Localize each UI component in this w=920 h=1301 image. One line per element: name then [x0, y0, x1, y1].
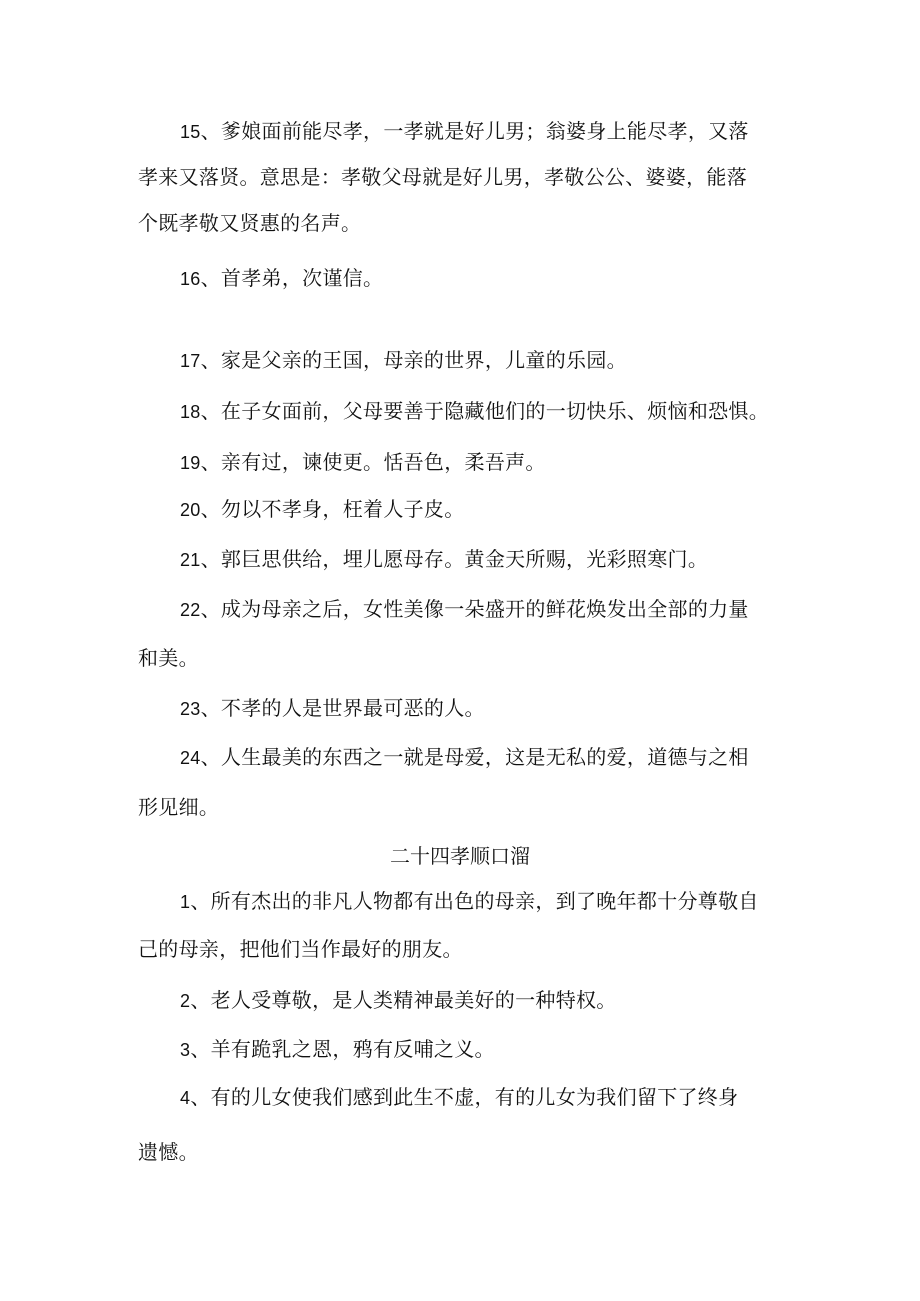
item-number: 16 [180, 269, 201, 289]
item-19 [180, 450, 546, 475]
item-text: 、有的儿女使我们感到此生不虚，有的儿女为我们留下了终身 [190, 1085, 739, 1109]
item-text: 、在子女面前，父母要善于隐藏他们的一切快乐、烦恼和恐惧。 [200, 399, 770, 423]
item-number: 22 [180, 600, 201, 620]
item-text: 己的母亲，把他们当作最好的朋友。 [138, 937, 463, 961]
item-text: 、老人受尊敬，是人类精神最美好的一种特权。 [190, 988, 617, 1012]
item-text: 、亲有过，谏使更。恬吾色，柔吾声。 [200, 450, 546, 474]
section-item-4-line-1 [180, 1085, 738, 1110]
item-text: 个既孝敬又贤惠的名声。 [138, 211, 362, 235]
item-number: 20 [180, 500, 201, 520]
item-number: 21 [180, 550, 201, 570]
item-text: 、所有杰出的非凡人物都有出色的母亲，到了晚年都十分尊敬自 [190, 889, 759, 913]
item-text: 、爹娘面前能尽孝，一孝就是好儿男；翁婆身上能尽孝，又落 [200, 119, 749, 143]
item-24-line-2 [138, 795, 219, 819]
section-item-4-line-2 [138, 1140, 199, 1164]
item-number: 17 [180, 351, 201, 371]
item-18 [180, 399, 769, 424]
item-number: 2 [180, 991, 191, 1011]
item-15-line-1 [180, 119, 749, 144]
section-title: 二十四孝顺口溜 [390, 844, 530, 868]
item-text: 孝来又落贤。意思是：孝敬父母就是好儿男，孝敬公公、婆婆，能落 [138, 165, 747, 189]
item-text: 、家是父亲的王国，母亲的世界，儿童的乐园。 [200, 348, 627, 372]
item-22-line-1 [180, 597, 749, 622]
item-22-line-2 [138, 646, 199, 670]
item-21 [180, 547, 708, 572]
item-text: 、首孝弟，次谨信。 [200, 266, 384, 290]
item-17 [180, 348, 627, 373]
item-number: 1 [180, 892, 191, 912]
item-text: 、成为母亲之后，女性美像一朵盛开的鲜花焕发出全部的力量 [200, 597, 749, 621]
item-23 [180, 696, 485, 721]
section-item-3 [180, 1037, 495, 1062]
item-24-line-1 [180, 745, 749, 770]
item-text: 遗憾。 [138, 1140, 199, 1164]
item-16 [180, 266, 383, 291]
item-number: 24 [180, 748, 201, 768]
item-number: 4 [180, 1088, 191, 1108]
item-number: 23 [180, 699, 201, 719]
item-number: 15 [180, 122, 201, 142]
section-item-1-line-2 [138, 937, 463, 961]
item-text: 、郭巨思供给，埋儿愿母存。黄金天所赐，光彩照寒门。 [200, 547, 709, 571]
item-text: 、羊有跪乳之恩，鸦有反哺之义。 [190, 1037, 495, 1061]
item-15-line-3 [138, 211, 361, 235]
item-number: 18 [180, 402, 201, 422]
item-text: 形见细。 [138, 795, 220, 819]
item-text: 、勿以不孝身，枉着人子皮。 [200, 497, 465, 521]
item-15-line-2 [138, 165, 747, 189]
item-number: 19 [180, 453, 201, 473]
section-item-2 [180, 988, 617, 1013]
section-item-1-line-1 [180, 889, 759, 914]
item-text: 、不孝的人是世界最可恶的人。 [200, 696, 485, 720]
item-text: 和美。 [138, 646, 199, 670]
item-number: 3 [180, 1040, 191, 1060]
item-20 [180, 497, 465, 522]
item-text: 、人生最美的东西之一就是母爱，这是无私的爱，道德与之相 [200, 745, 749, 769]
